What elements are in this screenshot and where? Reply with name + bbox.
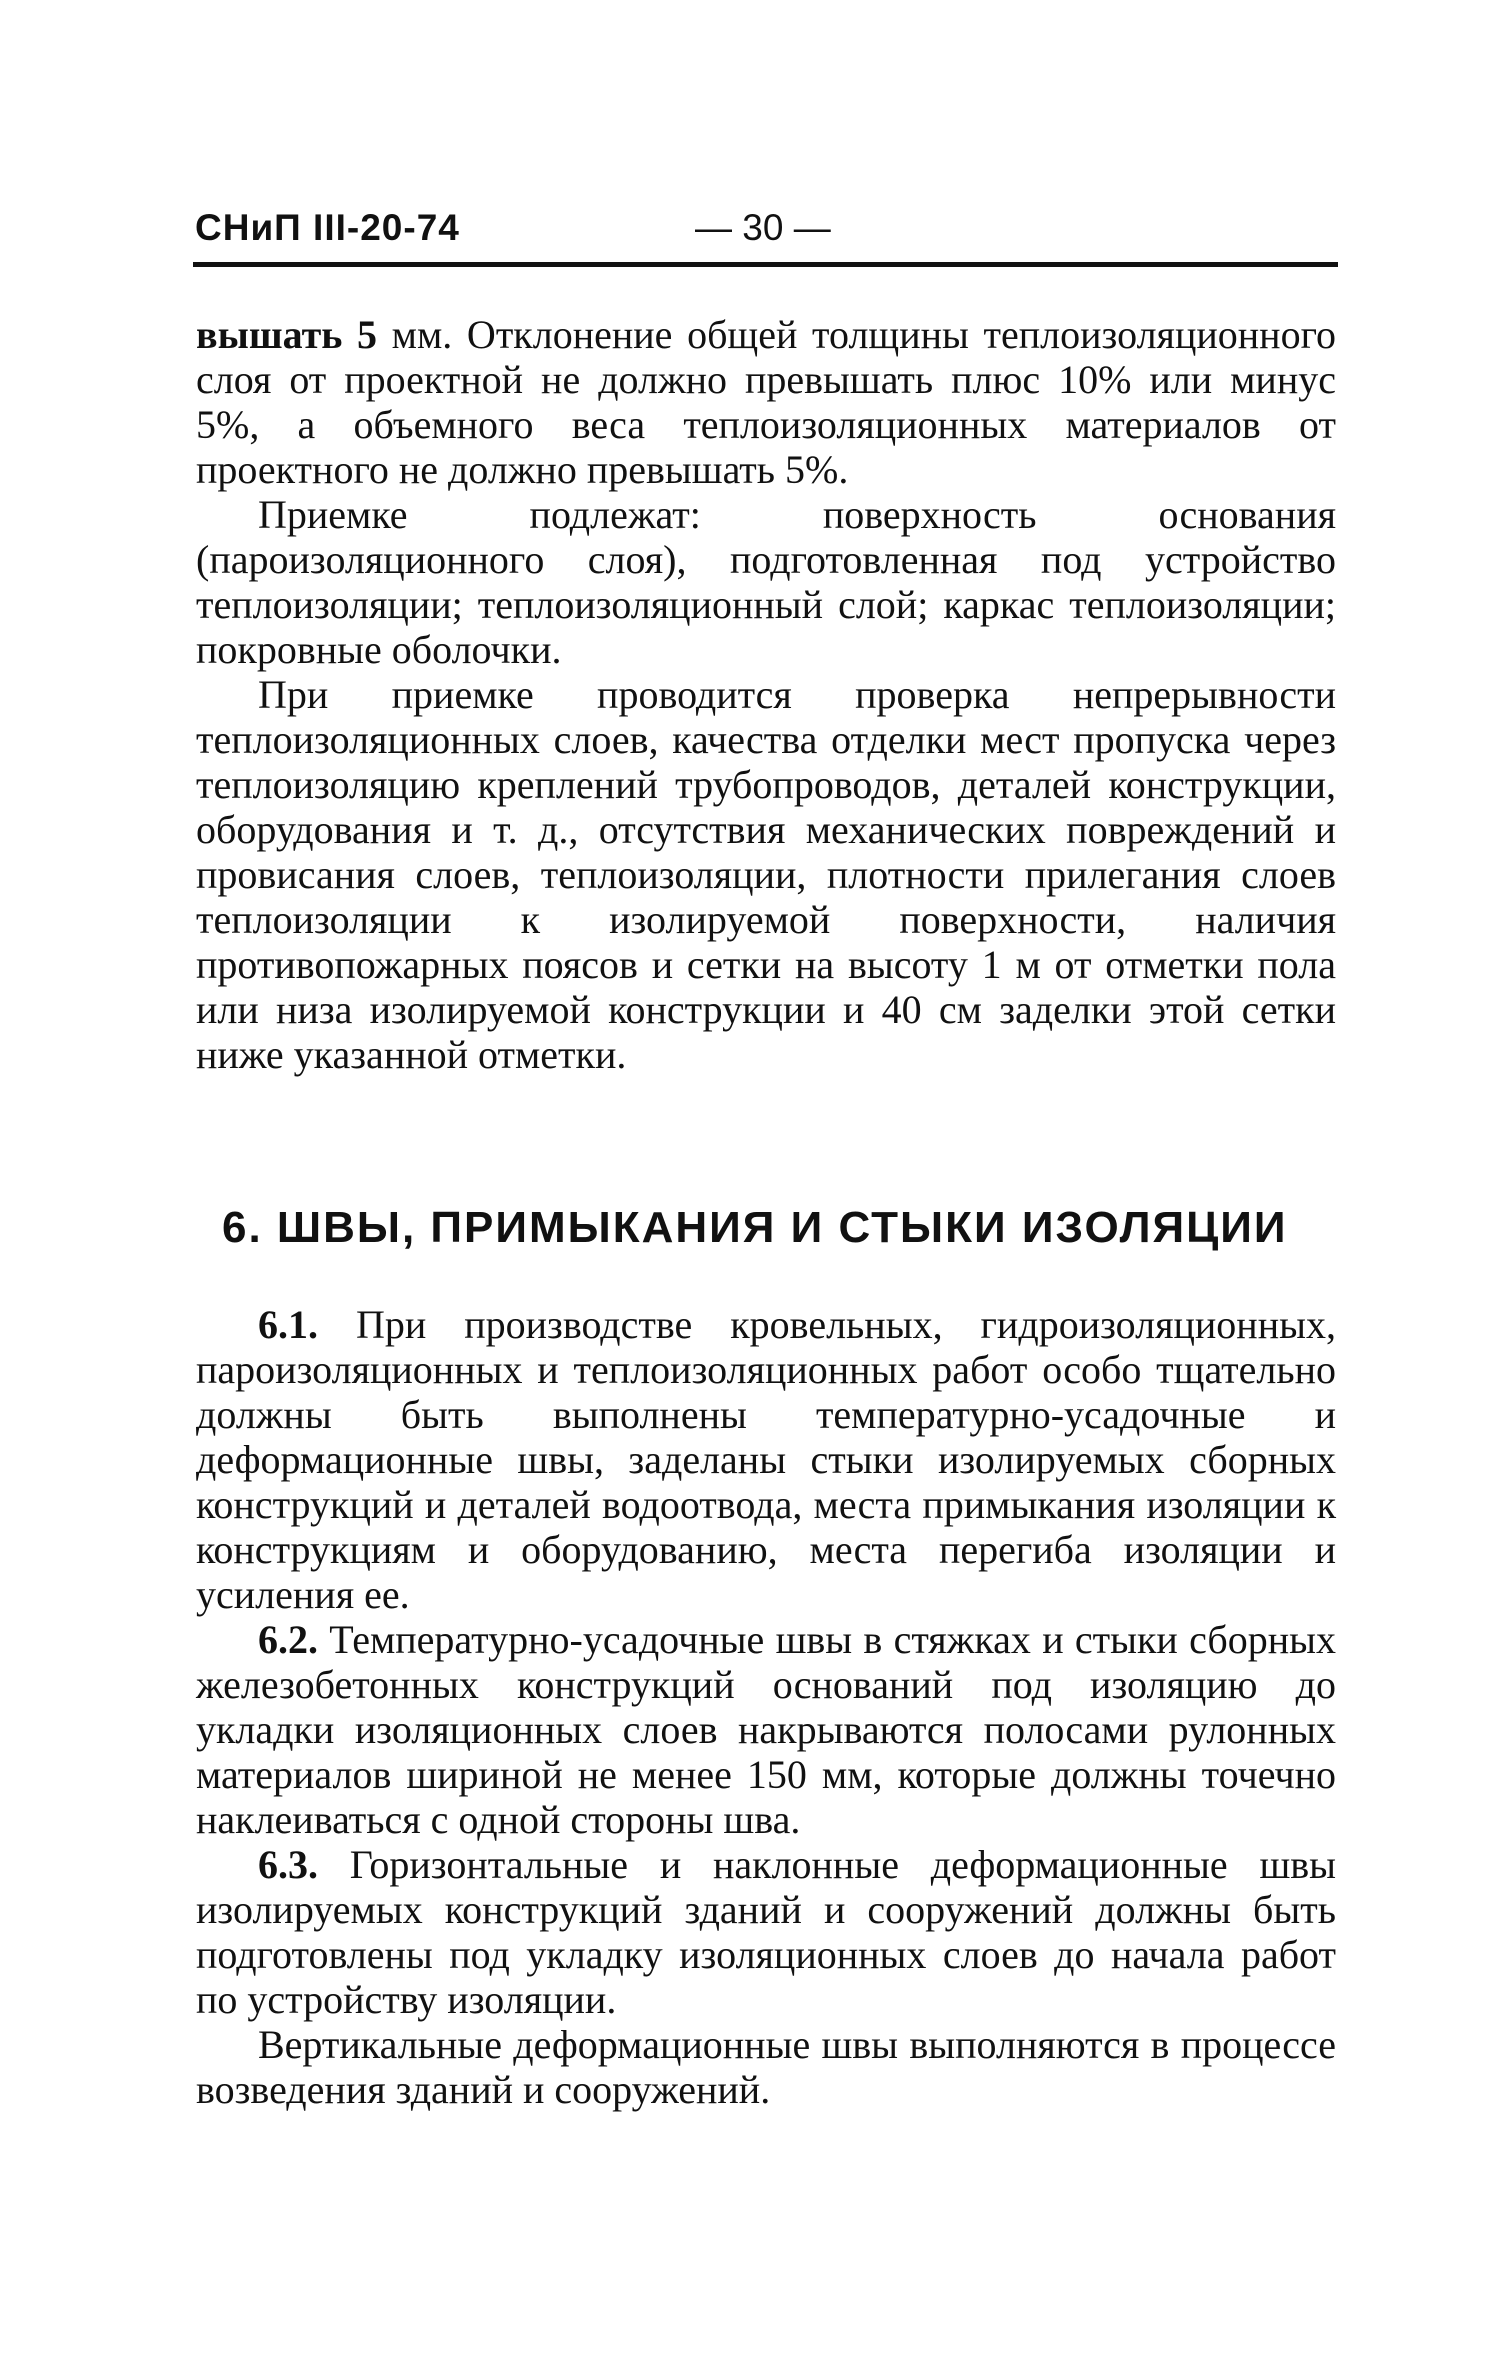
continuation-text: мм. Отклонение общей толщины теплоизоляционного слоя от проектной не должно превышать плюс 10% или минус 5%, а объемного веса теплоизоляционных материалов от проектного не должно превышать 5%. xyxy=(196,312,1336,492)
clause-number-6-3: 6.3. xyxy=(258,1842,318,1887)
page-number: — 30 — xyxy=(695,207,831,248)
paragraph-vertical-joints: Вертикальные деформационные швы выполняются в процессе возведения зданий и сооружений. xyxy=(196,2022,1336,2112)
paragraph-6-3 xyxy=(196,1842,1336,2022)
clause-number-6-1: 6.1. xyxy=(258,1302,318,1347)
clause-text-6-2: Температурно-усадочные швы в стяжках и стыки сборных железобетонных конструкций оснований под изоляцию до укладки изоляционных слоев накрываются полосами рулонных материалов шириной не менее 150 мм, которые должны точечно наклеиваться с одной стороны шва. xyxy=(196,1617,1336,1842)
section-heading: 6. ШВЫ, ПРИМЫКАНИЯ И СТЫКИ ИЗОЛЯЦИИ xyxy=(222,1203,1288,1252)
clause-text-6-3: Горизонтальные и наклонные деформационные швы изолируемых конструкций зданий и сооружений должны быть подготовлены под укладку изоляционных слоев до начала работ по устройству изоляции. xyxy=(196,1842,1336,2022)
document-code: СНиП III-20-74 xyxy=(195,207,460,248)
clause-number-6-2: 6.2. xyxy=(258,1617,318,1662)
paragraph-6-2 xyxy=(196,1617,1336,1842)
paragraph-inspection: При приемке проводится проверка непрерывности теплоизоляционных слоев, качества отделки мест пропуска через теплоизоляцию креплений трубопроводов, деталей конструкции, оборудования и т. д., отсутствия механических повреждений и провисания слоев, теплоизоляции, плотности прилегания слоев теплоизоляции к изолируемой поверхности, наличия противопожарных поясов и сетки на высоту 1 м от отметки пола или низа изолируемой конструкции и 40 см заделки этой сетки ниже указанной отметки. xyxy=(196,672,1336,1077)
text-block-section6 xyxy=(196,1302,1336,2112)
continuation-start: вышать 5 xyxy=(196,312,378,357)
header-rule xyxy=(193,262,1338,267)
clause-text-6-1: При производстве кровельных, гидроизоляционных, пароизоляционных и теплоизоляционных работ особо тщательно должны быть выполнены температурно-усадочные и деформационные швы, заделаны стыки изолируемых сборных конструкций и деталей водоотвода, места примыкания изоляции к конструкциям и оборудованию, места перегиба изоляции и усиления ее. xyxy=(196,1302,1336,1617)
text-block-top xyxy=(196,312,1336,1077)
paragraph-6-1 xyxy=(196,1302,1336,1617)
paragraph-continuation xyxy=(196,312,1336,492)
paragraph-acceptance: Приемке подлежат: поверхность основания (пароизоляционного слоя), подготовленная под устройство теплоизоляции; теплоизоляционный слой; каркас теплоизоляции; покровные оболочки. xyxy=(196,492,1336,672)
